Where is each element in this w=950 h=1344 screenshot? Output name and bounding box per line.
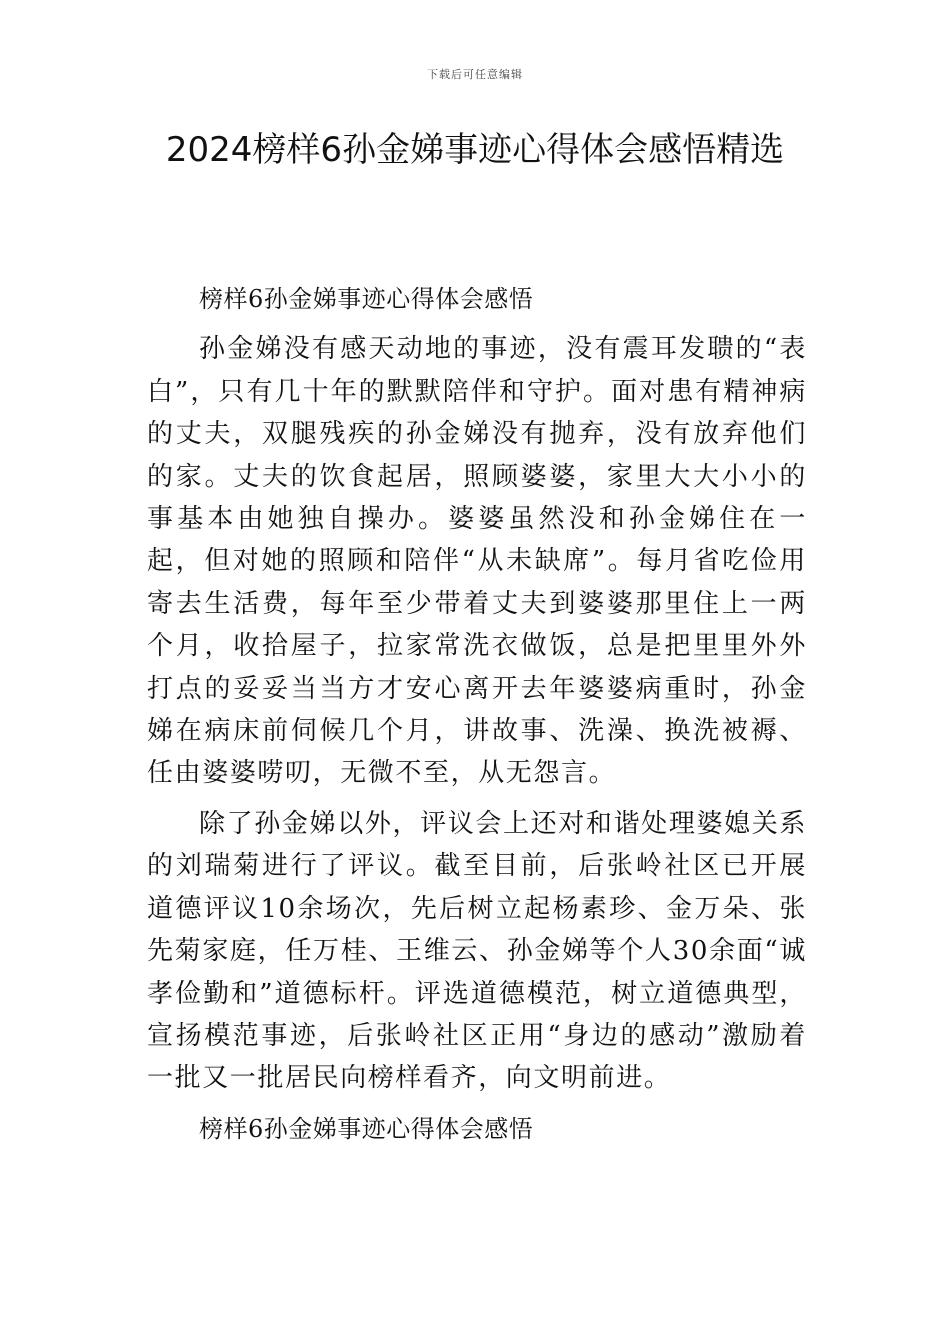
document-title: 2024榜样6孙金娣事迹心得体会感悟精选 bbox=[165, 130, 785, 170]
paragraph: 孙金娣没有感天动地的事迹，没有震耳发聩的“表白”，只有几十年的默默陪伴和守护。面对患有精神病的丈夫，双腿残疾的孙金娣没有抛弃，没有放弃他们的家。丈夫的饮食起居，照顾婆婆，家里大大小小的事基本由她独自操办。婆婆虽然没和孙金娣住在一起，但对她的照顾和陪伴“从未缺席”。每月省吃俭用寄去生活费，每年至少带着丈夫到婆婆那里住上一两个月，收拾屋子，拉家常洗衣做饭，总是把里里外外打点的妥妥当当方才安心离开去年婆婆病重时，孙金娣在病床前伺候几个月，讲故事、洗澡、换洗被褥、任由婆婆唠叨，无微不至，从无怨言。 bbox=[147, 334, 807, 789]
paragraph: 除了孙金娣以外，评议会上还对和谐处理婆媳关系的刘瑞菊进行了评议。截至目前，后张岭社区已开展道德评议10余场次，先后树立起杨素珍、金万朵、张先菊家庭，任万桂、王维云、孙金娣等个人30余面“诚孝俭勤和”道德标杆。评选道德模范，树立道德典型，宣扬模范事迹，后张岭社区正用“身边的感动”激励着一批又一批居民向榜样看齐，向文明前进。 bbox=[147, 808, 807, 1094]
header-note: 下载后可任意编辑 bbox=[427, 68, 523, 81]
section-heading: 榜样6孙金娣事迹心得体会感悟 bbox=[199, 285, 534, 313]
document-body bbox=[147, 278, 807, 1150]
section-heading: 榜样6孙金娣事迹心得体会感悟 bbox=[199, 1114, 534, 1143]
